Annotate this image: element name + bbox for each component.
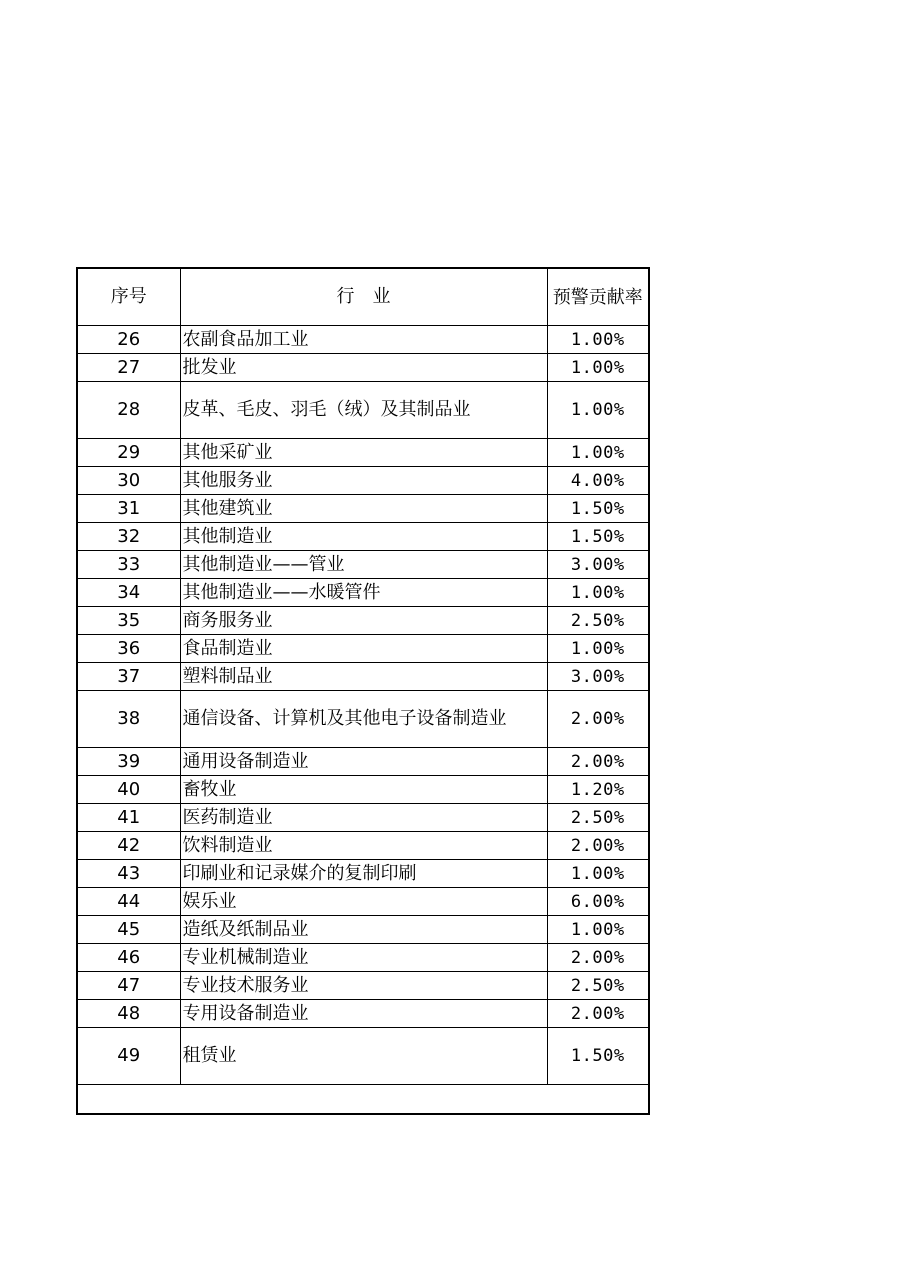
header-industry: 行 业 [180, 268, 547, 326]
table-row [77, 776, 649, 804]
table-row [77, 523, 649, 551]
table-row [77, 382, 649, 439]
row-number-cell: 30 [77, 467, 180, 495]
empty-cell [77, 1085, 649, 1115]
row-number-cell: 42 [77, 832, 180, 860]
table-row [77, 748, 649, 776]
row-rate-cell: 1.20% [547, 776, 649, 804]
row-rate-cell: 1.00% [547, 354, 649, 382]
table-row [77, 635, 649, 663]
row-rate-cell: 1.00% [547, 326, 649, 354]
table-row [77, 972, 649, 1000]
table-row [77, 467, 649, 495]
row-rate-cell: 1.00% [547, 382, 649, 439]
data-sheet [76, 267, 648, 1115]
row-rate-cell: 1.50% [547, 523, 649, 551]
row-industry-cell: 通用设备制造业 [180, 748, 547, 776]
table-row [77, 832, 649, 860]
row-number-cell: 26 [77, 326, 180, 354]
table-row [77, 804, 649, 832]
row-industry-cell: 其他制造业 [180, 523, 547, 551]
row-rate-cell: 4.00% [547, 467, 649, 495]
row-rate-cell: 2.50% [547, 972, 649, 1000]
row-number-cell: 39 [77, 748, 180, 776]
table-row [77, 1000, 649, 1028]
row-industry-cell: 批发业 [180, 354, 547, 382]
row-rate-cell: 1.50% [547, 495, 649, 523]
row-industry-cell: 造纸及纸制品业 [180, 916, 547, 944]
row-number-cell: 33 [77, 551, 180, 579]
row-rate-cell: 2.00% [547, 691, 649, 748]
row-rate-cell: 3.00% [547, 663, 649, 691]
row-number-cell: 41 [77, 804, 180, 832]
row-number-cell: 28 [77, 382, 180, 439]
row-number-cell: 36 [77, 635, 180, 663]
row-industry-cell: 娱乐业 [180, 888, 547, 916]
table-row [77, 916, 649, 944]
row-industry-cell: 专用设备制造业 [180, 1000, 547, 1028]
table-row [77, 495, 649, 523]
row-industry-cell: 其他采矿业 [180, 439, 547, 467]
row-industry-cell: 通信设备、计算机及其他电子设备制造业 [180, 691, 547, 748]
row-rate-cell: 1.00% [547, 635, 649, 663]
row-number-cell: 31 [77, 495, 180, 523]
row-rate-cell: 1.50% [547, 1028, 649, 1085]
row-number-cell: 43 [77, 860, 180, 888]
table-row [77, 439, 649, 467]
row-number-cell: 49 [77, 1028, 180, 1085]
row-industry-cell: 专业机械制造业 [180, 944, 547, 972]
row-industry-cell: 饮料制造业 [180, 832, 547, 860]
row-number-cell: 35 [77, 607, 180, 635]
row-number-cell: 44 [77, 888, 180, 916]
table-row [77, 888, 649, 916]
row-industry-cell: 专业技术服务业 [180, 972, 547, 1000]
row-number-cell: 47 [77, 972, 180, 1000]
industry-rate-table [76, 267, 650, 1115]
row-industry-cell: 皮革、毛皮、羽毛（绒）及其制品业 [180, 382, 547, 439]
row-rate-cell: 1.00% [547, 860, 649, 888]
row-rate-cell: 2.00% [547, 748, 649, 776]
row-industry-cell: 塑料制品业 [180, 663, 547, 691]
empty-row [77, 1085, 649, 1115]
row-number-cell: 45 [77, 916, 180, 944]
row-rate-cell: 2.00% [547, 832, 649, 860]
table-row [77, 354, 649, 382]
row-number-cell: 40 [77, 776, 180, 804]
row-number-cell: 29 [77, 439, 180, 467]
table-row [77, 579, 649, 607]
row-rate-cell: 2.50% [547, 804, 649, 832]
row-industry-cell: 其他制造业——管业 [180, 551, 547, 579]
row-industry-cell: 食品制造业 [180, 635, 547, 663]
row-industry-cell: 租赁业 [180, 1028, 547, 1085]
row-rate-cell: 3.00% [547, 551, 649, 579]
row-industry-cell: 商务服务业 [180, 607, 547, 635]
table-row [77, 326, 649, 354]
table-row [77, 607, 649, 635]
header-rate: 预警贡献率 [547, 268, 649, 326]
row-industry-cell: 其他服务业 [180, 467, 547, 495]
row-number-cell: 34 [77, 579, 180, 607]
row-rate-cell: 1.00% [547, 439, 649, 467]
row-rate-cell: 1.00% [547, 916, 649, 944]
table-row [77, 1028, 649, 1085]
row-industry-cell: 农副食品加工业 [180, 326, 547, 354]
row-rate-cell: 2.50% [547, 607, 649, 635]
row-rate-cell: 1.00% [547, 579, 649, 607]
row-number-cell: 48 [77, 1000, 180, 1028]
table-row [77, 691, 649, 748]
row-industry-cell: 印刷业和记录媒介的复制印刷 [180, 860, 547, 888]
row-rate-cell: 2.00% [547, 944, 649, 972]
row-rate-cell: 2.00% [547, 1000, 649, 1028]
table-row [77, 663, 649, 691]
table-row [77, 944, 649, 972]
row-industry-cell: 医药制造业 [180, 804, 547, 832]
row-number-cell: 37 [77, 663, 180, 691]
row-industry-cell: 其他建筑业 [180, 495, 547, 523]
table-row [77, 551, 649, 579]
table-body [77, 326, 649, 1115]
table-row [77, 860, 649, 888]
row-industry-cell: 畜牧业 [180, 776, 547, 804]
row-number-cell: 46 [77, 944, 180, 972]
row-rate-cell: 6.00% [547, 888, 649, 916]
row-number-cell: 27 [77, 354, 180, 382]
row-number-cell: 38 [77, 691, 180, 748]
header-number: 序号 [77, 268, 180, 326]
header-row [77, 268, 649, 326]
row-number-cell: 32 [77, 523, 180, 551]
row-industry-cell: 其他制造业——水暖管件 [180, 579, 547, 607]
